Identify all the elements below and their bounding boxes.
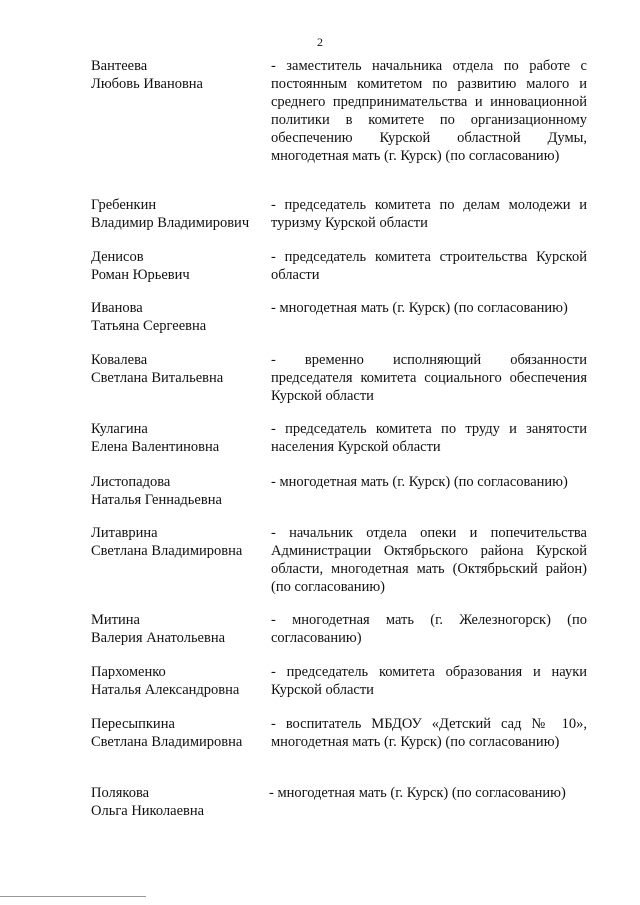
member-given-name: Татьяна Сергеевна — [91, 318, 207, 334]
member-role: - председатель комитета строительства Курской области — [271, 249, 587, 283]
member-role: - многодетная мать (г. Курск) (по согласованию) — [269, 785, 566, 801]
member-role: - временно исполняющий обязанности председателя комитета социального обеспечения Курской области — [271, 352, 587, 404]
member-role: - воспитатель МБДОУ «Детский сад № 10», многодетная мать (г. Курск) (по согласованию) — [271, 716, 587, 750]
member-surname: Иванова — [91, 300, 143, 316]
member-surname: Кулагина — [91, 421, 148, 437]
member-given-name: Роман Юрьевич — [91, 267, 190, 283]
member-name — [91, 351, 271, 387]
member-given-name: Елена Валентиновна — [91, 439, 220, 455]
member-name — [91, 784, 271, 820]
footer-divider — [0, 896, 146, 897]
member-name — [91, 57, 271, 93]
member-surname: Пересыпкина — [91, 716, 175, 732]
member-name — [91, 196, 271, 232]
member-name — [91, 248, 271, 284]
member-name — [91, 524, 271, 560]
member-role: - многодетная мать (г. Курск) (по согласованию) — [271, 474, 568, 490]
member-name — [91, 299, 271, 335]
member-role: - начальник отдела опеки и попечительства Администрации Октябрьского района Курской области, многодетная мать (Октябрьский район) (по согласованию) — [271, 525, 587, 595]
member-surname: Гребенкин — [91, 197, 157, 213]
member-given-name: Наталья Геннадьевна — [91, 492, 222, 508]
member-given-name: Светлана Владимировна — [91, 543, 243, 559]
member-role: - председатель комитета по труду и занятости населения Курской области — [271, 421, 587, 455]
member-role: - председатель комитета образования и науки Курской области — [271, 664, 587, 698]
member-role: - председатель комитета по делам молодежи и туризму Курской области — [271, 197, 587, 231]
member-surname: Листопадова — [91, 474, 171, 490]
member-name — [91, 715, 271, 751]
member-surname: Литаврина — [91, 525, 158, 541]
member-role: - заместитель начальника отдела по работе с постоянным комитетом по развитию малого и среднего предпринимательства и инновационной политики в комитете по организационному обеспечению Курской областной Думы, многодетная мать (г. Курск) (по согласованию) — [271, 58, 587, 164]
member-given-name: Валерия Анатольевна — [91, 630, 226, 646]
member-surname: Денисов — [91, 249, 144, 265]
member-surname: Пархоменко — [91, 664, 166, 680]
member-given-name: Ольга Николаевна — [91, 803, 205, 819]
member-given-name: Владимир Владимирович — [91, 215, 250, 231]
member-role: - многодетная мать (г. Железногорск) (по согласованию) — [271, 612, 587, 646]
member-name — [91, 473, 271, 509]
page-number: 2 — [317, 35, 323, 49]
member-surname: Вантеева — [91, 58, 148, 74]
member-given-name: Любовь Ивановна — [91, 76, 203, 92]
member-surname: Ковалева — [91, 352, 148, 368]
member-given-name: Наталья Александровна — [91, 682, 240, 698]
member-given-name: Светлана Владимировна — [91, 734, 243, 750]
member-role: - многодетная мать (г. Курск) (по согласованию) — [271, 300, 568, 316]
member-given-name: Светлана Витальевна — [91, 370, 224, 386]
member-name — [91, 663, 271, 699]
member-surname: Полякова — [91, 785, 150, 801]
member-name — [91, 420, 271, 456]
member-name — [91, 611, 271, 647]
member-surname: Митина — [91, 612, 140, 628]
